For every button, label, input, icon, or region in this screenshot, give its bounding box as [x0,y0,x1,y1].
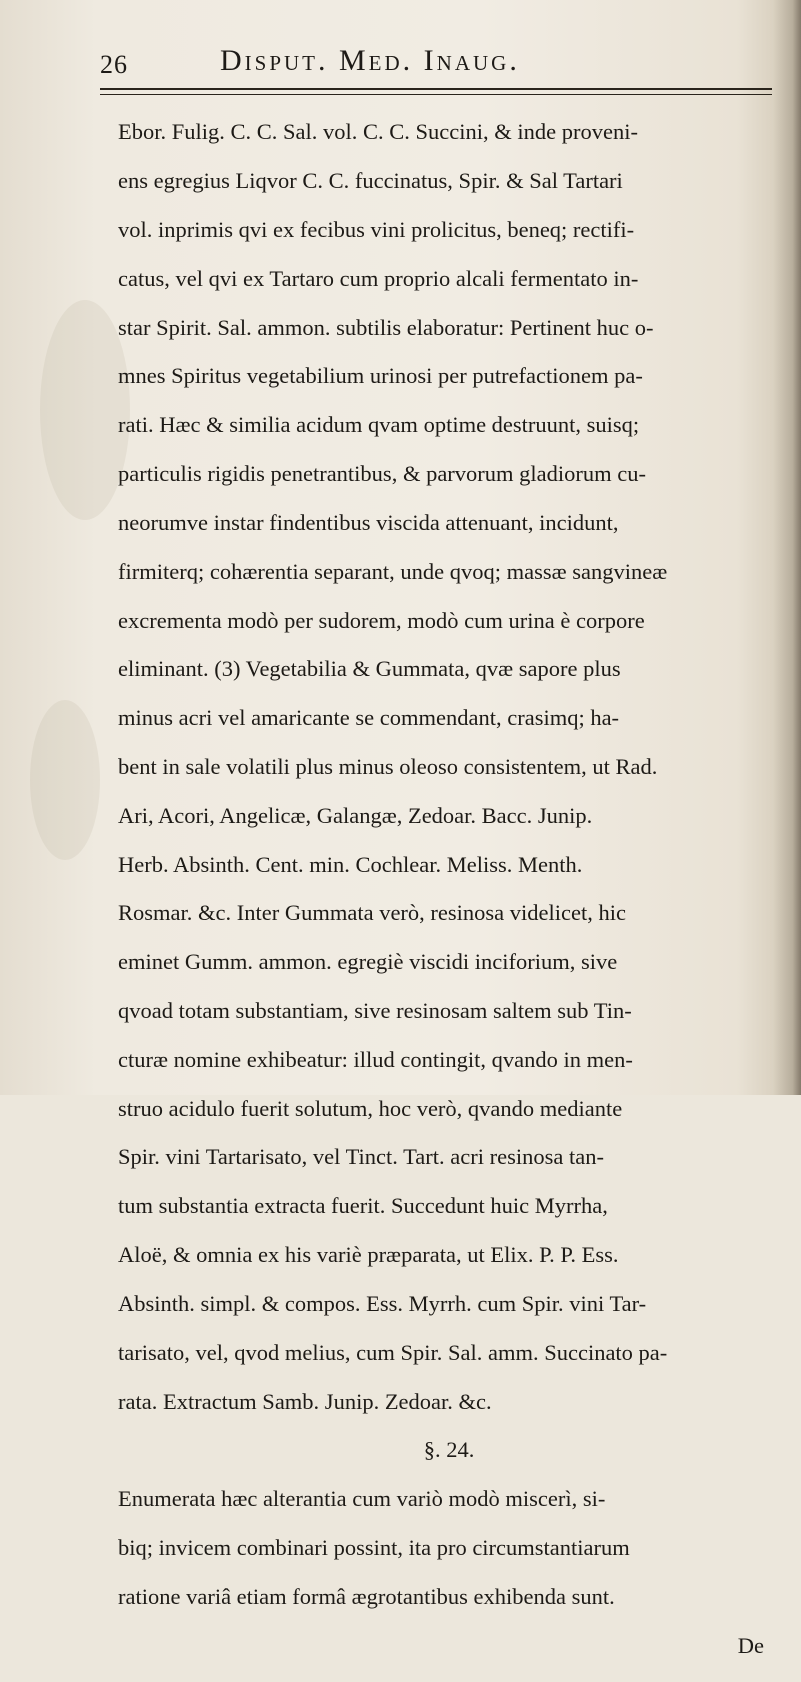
text-line: particulis rigidis penetrantibus, & parvorum gladiorum cu- [118,461,647,487]
text-line: Absinth. simpl. & compos. Ess. Myrrh. cum Spir. vini Tar- [118,1290,647,1316]
text-line: Ebor. Fulig. C. C. Sal. vol. C. C. Succini, & inde proveni- [118,119,638,145]
paper-stain [40,300,130,520]
text-line: firmiterq; cohærentia separant, unde qvoq; massæ sangvineæ [118,558,668,584]
text-line: Aloë, & omnia ex his variè præparata, ut Elix. P. P. Ess. [118,1242,619,1268]
text-line: neorumve instar findentibus viscida attenuant, incidunt, [118,509,619,535]
text-line: mnes Spiritus vegetabilium urinosi per putrefactionem pa- [118,363,643,389]
text-line: minus acri vel amaricante se commendant, crasimq; ha- [118,705,620,731]
text-line: Enumerata hæc alterantia cum variò modò miscerì, si- [118,1486,606,1512]
text-line: biq; invicem combinari possint, ita pro circumstantiarum [118,1534,630,1560]
text-line: vol. inprimis qvi ex fecibus vini prolicitus, beneq; rectifi- [118,217,635,243]
text-line: eliminant. (3) Vegetabilia & Gummata, qvæ sapore plus [118,656,621,682]
body-text [118,96,780,1682]
text-line: excrementa modò per sudorem, modò cum urina è corpore [118,607,645,633]
text-line: star Spirit. Sal. ammon. subtilis elaboratur: Pertinent huc o- [118,314,654,340]
text-line: catus, vel qvi ex Tartaro cum proprio alcali fermentato in- [118,265,639,291]
page-number: 26 [100,50,128,79]
paper-stain [30,700,100,860]
text-line: ratione variâ etiam formâ ægrotantibus exhibenda sunt. [118,1583,615,1609]
page-header [100,28,780,84]
text-line: rati. Hæc & similia acidum qvam optime destruunt, suisq; [118,412,640,438]
text-line: cturæ nomine exhibeatur: illud contingit, qvando in men- [118,1046,633,1072]
header-rule [100,88,772,95]
text-line: tum substantia extracta fuerit. Succedunt huic Myrrha, [118,1193,608,1219]
running-head: Disput. Med. Inaug. [220,44,520,77]
text-line: Herb. Absinth. Cent. min. Cochlear. Meliss. Menth. [118,851,583,877]
text-line: Ari, Acori, Angelicæ, Galangæ, Zedoar. Bacc. Junip. [118,802,593,828]
section-number: §. 24. [423,1437,475,1463]
text-line: struo acidulo fuerit solutum, hoc verò, qvando mediante [118,1095,623,1121]
text-line: Spir. vini Tartarisato, vel Tinct. Tart. acri resinosa tan- [118,1144,604,1170]
text-line: Rosmar. &c. Inter Gummata verò, resinosa videlicet, hic [118,900,626,926]
text-line: tarisato, vel, qvod melius, cum Spir. Sal. amm. Succinato pa- [118,1339,668,1365]
text-line: eminet Gumm. ammon. egregiè viscidi inciforium, sive [118,949,618,975]
text-line: ens egregius Liqvor C. C. fuccinatus, Spir. & Sal Tartari [118,168,623,194]
catchword: De [737,1632,764,1658]
text-line: rata. Extractum Samb. Junip. Zedoar. &c. [118,1388,492,1414]
text-line: bent in sale volatili plus minus oleoso consistentem, ut Rad. [118,753,658,779]
text-line: qvoad totam substantiam, sive resinosam saltem sub Tin- [118,998,632,1024]
